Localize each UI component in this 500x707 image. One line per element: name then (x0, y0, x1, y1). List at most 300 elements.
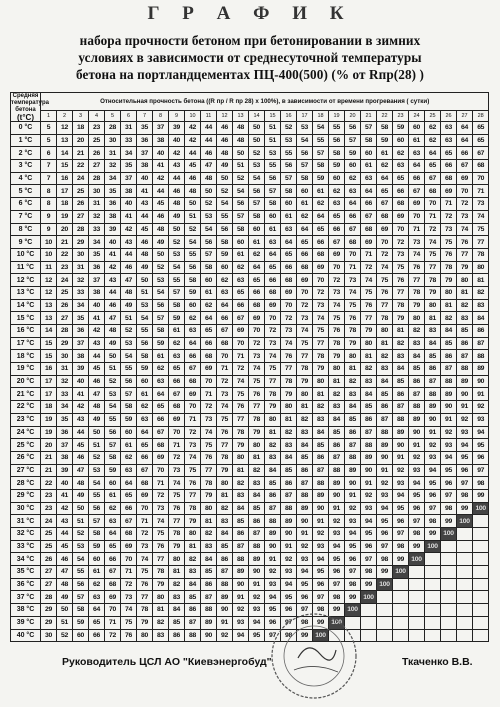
strength-cell: 78 (329, 337, 345, 350)
strength-cell: 70 (281, 299, 297, 312)
strength-cell: 28 (105, 122, 121, 135)
strength-cell: 65 (473, 122, 489, 135)
strength-cell: 94 (297, 566, 313, 579)
strength-cell: 93 (265, 578, 281, 591)
strength-cell: 97 (329, 578, 345, 591)
strength-cell: 40 (121, 198, 137, 211)
strength-cell: 62 (377, 160, 393, 173)
strength-cell: 74 (249, 363, 265, 376)
temperature-cell: 33 °C (11, 540, 41, 553)
temperature-cell: 35 °C (11, 566, 41, 579)
strength-cell: 72 (457, 198, 473, 211)
strength-cell: 91 (297, 528, 313, 541)
strength-cell: 77 (377, 299, 393, 312)
strength-cell: 48 (153, 223, 169, 236)
strength-cell: 56 (137, 337, 153, 350)
strength-cell: 90 (201, 629, 217, 642)
strength-cell: 53 (153, 274, 169, 287)
temperature-cell: 29 °C (11, 489, 41, 502)
strength-cell: 62 (425, 122, 441, 135)
strength-cell: 47 (121, 274, 137, 287)
strength-cell: 72 (121, 578, 137, 591)
temperature-cell: 15 °C (11, 312, 41, 325)
strength-cell: 87 (409, 388, 425, 401)
strength-cell: 61 (169, 325, 185, 338)
strength-cell: 89 (345, 464, 361, 477)
strength-cell: 72 (185, 426, 201, 439)
strength-cell: 59 (217, 248, 233, 261)
strength-cell: 72 (217, 375, 233, 388)
strength-cell: 100 (409, 553, 425, 566)
strength-cell: 72 (329, 274, 345, 287)
strength-cell: 98 (297, 616, 313, 629)
strength-cell: 49 (153, 236, 169, 249)
strength-cell: 93 (409, 464, 425, 477)
strength-cell: 12 (41, 286, 57, 299)
strength-cell: 81 (425, 312, 441, 325)
strength-cell: 74 (185, 451, 201, 464)
strength-cell: 86 (217, 553, 233, 566)
strength-cell: 79 (361, 325, 377, 338)
strength-cell: 40 (153, 147, 169, 160)
strength-cell: 68 (297, 261, 313, 274)
strength-cell: 91 (281, 540, 297, 553)
strength-cell: 86 (281, 477, 297, 490)
strength-cell: 92 (409, 451, 425, 464)
strength-cell: 73 (297, 312, 313, 325)
strength-cell: 87 (457, 350, 473, 363)
strength-cell: 81 (201, 515, 217, 528)
strength-cell: 78 (297, 363, 313, 376)
strength-cell (441, 578, 457, 591)
strength-cell: 70 (233, 337, 249, 350)
strength-cell: 83 (361, 375, 377, 388)
strength-cell: 54 (297, 134, 313, 147)
table-row (11, 528, 489, 541)
strength-cell: 60 (409, 122, 425, 135)
strength-cell: 57 (361, 122, 377, 135)
strength-cell: 86 (249, 515, 265, 528)
hour-header: 6 (121, 111, 137, 122)
strength-cell: 69 (265, 299, 281, 312)
strength-cell: 57 (313, 147, 329, 160)
temperature-cell: 13 °C (11, 286, 41, 299)
hour-header: 7 (137, 111, 153, 122)
strength-cell: 63 (153, 375, 169, 388)
strength-cell (361, 629, 377, 642)
strength-cell: 88 (297, 489, 313, 502)
strength-cell: 93 (393, 477, 409, 490)
strength-cell: 56 (185, 261, 201, 274)
strength-cell: 31 (73, 261, 89, 274)
strength-cell: 54 (217, 198, 233, 211)
strength-cell: 67 (409, 185, 425, 198)
strength-cell: 57 (201, 248, 217, 261)
strength-cell: 62 (393, 147, 409, 160)
strength-cell: 58 (217, 236, 233, 249)
strength-cell: 77 (185, 489, 201, 502)
strength-cell: 50 (105, 350, 121, 363)
strength-cell: 52 (89, 451, 105, 464)
strength-cell: 22 (73, 160, 89, 173)
strength-cell: 59 (73, 616, 89, 629)
strength-cell: 81 (249, 451, 265, 464)
strength-cell: 79 (169, 540, 185, 553)
strength-cell: 61 (137, 388, 153, 401)
strength-cell: 88 (313, 477, 329, 490)
strength-cell: 86 (457, 337, 473, 350)
strength-cell: 30 (105, 134, 121, 147)
strength-cell: 82 (201, 528, 217, 541)
strength-cell: 77 (297, 350, 313, 363)
strength-cell: 45 (89, 363, 105, 376)
strength-cell: 42 (185, 122, 201, 135)
hour-header: 11 (201, 111, 217, 122)
strength-cell: 27 (41, 578, 57, 591)
strength-cell: 23 (41, 489, 57, 502)
strength-cell: 26 (73, 198, 89, 211)
strength-cell: 46 (201, 147, 217, 160)
strength-cell: 8 (41, 198, 57, 211)
strength-cell: 52 (201, 198, 217, 211)
strength-cell: 11 (41, 261, 57, 274)
strength-cell (441, 604, 457, 617)
strength-cell: 57 (233, 210, 249, 223)
strength-cell: 77 (265, 375, 281, 388)
strength-cell (441, 616, 457, 629)
strength-cell: 64 (137, 426, 153, 439)
strength-cell: 66 (217, 312, 233, 325)
strength-cell: 68 (441, 172, 457, 185)
strength-cell: 78 (185, 502, 201, 515)
strength-cell: 84 (233, 502, 249, 515)
strength-cell: 97 (425, 502, 441, 515)
strength-cell: 80 (217, 477, 233, 490)
strength-cell: 37 (57, 439, 73, 452)
strength-cell: 78 (441, 261, 457, 274)
table-row (11, 413, 489, 426)
strength-cell: 97 (441, 489, 457, 502)
strength-cell: 71 (153, 477, 169, 490)
strength-cell: 58 (105, 451, 121, 464)
strength-cell: 9 (41, 210, 57, 223)
strength-cell: 64 (121, 477, 137, 490)
strength-cell: 61 (121, 439, 137, 452)
temperature-cell: 37 °C (11, 591, 41, 604)
temperature-cell: 17 °C (11, 337, 41, 350)
strength-cell: 47 (89, 388, 105, 401)
strength-cell: 21 (41, 451, 57, 464)
strength-cell: 61 (361, 160, 377, 173)
strength-cell: 51 (137, 286, 153, 299)
strength-cell: 62 (313, 198, 329, 211)
strength-cell: 88 (393, 413, 409, 426)
strength-cell: 91 (393, 451, 409, 464)
strength-cell: 74 (153, 515, 169, 528)
strength-cell: 94 (265, 591, 281, 604)
strength-cell: 52 (169, 236, 185, 249)
strength-cell: 68 (377, 210, 393, 223)
strength-cell: 62 (121, 451, 137, 464)
strength-cell: 55 (313, 134, 329, 147)
strength-cell: 74 (377, 261, 393, 274)
strength-cell: 75 (121, 616, 137, 629)
strength-cell: 87 (217, 566, 233, 579)
strength-cell: 55 (121, 363, 137, 376)
strength-cell: 78 (393, 299, 409, 312)
strength-cell: 70 (201, 375, 217, 388)
strength-cell (473, 515, 489, 528)
strength-cell: 48 (201, 172, 217, 185)
strength-cell: 60 (281, 198, 297, 211)
strength-cell: 78 (201, 477, 217, 490)
strength-cell: 99 (297, 629, 313, 642)
strength-cell: 50 (153, 248, 169, 261)
strength-cell: 60 (121, 426, 137, 439)
strength-cell: 27 (57, 312, 73, 325)
strength-cell: 92 (233, 604, 249, 617)
strength-cell: 50 (233, 147, 249, 160)
strength-cell: 65 (105, 540, 121, 553)
strength-cell: 69 (393, 210, 409, 223)
strength-cell: 90 (265, 540, 281, 553)
strength-cell: 67 (457, 160, 473, 173)
strength-cell: 86 (377, 401, 393, 414)
strength-cell: 82 (281, 426, 297, 439)
strength-cell: 93 (457, 426, 473, 439)
strength-cell: 52 (73, 528, 89, 541)
corner-label: Средняя температура бетона (11, 93, 49, 113)
strength-cell: 42 (185, 134, 201, 147)
strength-cell: 71 (233, 350, 249, 363)
table-row (11, 477, 489, 490)
strength-cell: 64 (313, 210, 329, 223)
temperature-cell: 4 °C (11, 172, 41, 185)
strength-cell: 83 (153, 629, 169, 642)
strength-cell: 93 (473, 413, 489, 426)
table-row (11, 134, 489, 147)
strength-cell: 72 (377, 248, 393, 261)
strength-cell: 31 (89, 198, 105, 211)
strength-cell: 99 (441, 515, 457, 528)
strength-cell: 16 (41, 363, 57, 376)
strength-cell: 51 (89, 439, 105, 452)
strength-cell: 44 (153, 185, 169, 198)
temperature-cell: 21 °C (11, 388, 41, 401)
strength-cell: 66 (265, 274, 281, 287)
strength-cell: 86 (473, 325, 489, 338)
strength-cell: 90 (393, 439, 409, 452)
temperature-cell: 7 °C (11, 210, 41, 223)
strength-cell: 59 (313, 172, 329, 185)
strength-cell: 92 (297, 540, 313, 553)
strength-cell: 54 (169, 261, 185, 274)
strength-cell: 99 (377, 566, 393, 579)
strength-cell: 79 (297, 375, 313, 388)
temperature-cell: 30 °C (11, 502, 41, 515)
strength-cell: 70 (105, 604, 121, 617)
strength-cell: 52 (233, 172, 249, 185)
strength-cell (441, 553, 457, 566)
strength-cell: 88 (217, 578, 233, 591)
strength-cell: 39 (105, 223, 121, 236)
strength-cell: 78 (169, 528, 185, 541)
strength-cell: 99 (473, 489, 489, 502)
strength-cell: 51 (265, 122, 281, 135)
strength-cell: 50 (57, 604, 73, 617)
strength-cell: 63 (345, 185, 361, 198)
strength-cell: 79 (393, 312, 409, 325)
strength-cell: 56 (153, 299, 169, 312)
strength-cell: 62 (153, 363, 169, 376)
strength-cell: 93 (425, 451, 441, 464)
strength-cell: 54 (89, 477, 105, 490)
temperature-cell: 6 °C (11, 198, 41, 211)
strength-cell: 36 (105, 198, 121, 211)
strength-cell: 78 (265, 388, 281, 401)
strength-cell: 73 (217, 388, 233, 401)
title-heading: Г Р А Ф И К (147, 3, 353, 24)
strength-cell: 74 (281, 337, 297, 350)
strength-cell: 26 (89, 147, 105, 160)
strength-cell: 100 (425, 540, 441, 553)
strength-cell: 35 (105, 185, 121, 198)
table-row (11, 312, 489, 325)
strength-cell: 48 (233, 134, 249, 147)
strength-cell: 92 (473, 401, 489, 414)
strength-cell: 33 (89, 223, 105, 236)
strength-cell: 96 (393, 515, 409, 528)
hour-header: 12 (217, 111, 233, 122)
strength-cell: 48 (89, 401, 105, 414)
strength-cell (425, 604, 441, 617)
strength-cell: 68 (281, 274, 297, 287)
strength-cell: 36 (137, 134, 153, 147)
strength-cell: 55 (137, 325, 153, 338)
strength-cell: 29 (41, 604, 57, 617)
strength-cell: 75 (137, 566, 153, 579)
strength-cell: 80 (409, 312, 425, 325)
strength-cell: 36 (89, 261, 105, 274)
strength-cell: 92 (329, 515, 345, 528)
strength-cell: 63 (329, 198, 345, 211)
strength-cell: 59 (377, 134, 393, 147)
strength-cell: 43 (105, 274, 121, 287)
strength-cell: 47 (201, 160, 217, 173)
strength-cell: 90 (377, 451, 393, 464)
strength-cell: 40 (73, 375, 89, 388)
strength-cell: 90 (313, 502, 329, 515)
strength-cell: 73 (137, 540, 153, 553)
strength-cell: 20 (41, 439, 57, 452)
strength-cell: 58 (377, 122, 393, 135)
strength-cell: 67 (425, 172, 441, 185)
strength-cell: 67 (473, 147, 489, 160)
strength-cell: 91 (457, 401, 473, 414)
strength-cell: 70 (137, 502, 153, 515)
strength-cell: 55 (89, 489, 105, 502)
strength-cell: 51 (105, 363, 121, 376)
strength-cell: 60 (265, 210, 281, 223)
strength-cell (457, 540, 473, 553)
strength-cell: 72 (137, 528, 153, 541)
strength-cell: 39 (73, 363, 89, 376)
strength-cell: 13 (41, 312, 57, 325)
strength-cell (425, 566, 441, 579)
strength-cell: 92 (425, 439, 441, 452)
strength-cell: 89 (265, 528, 281, 541)
strength-cell: 78 (233, 426, 249, 439)
strength-cell: 72 (153, 489, 169, 502)
strength-cell: 41 (105, 248, 121, 261)
strength-cell: 67 (377, 198, 393, 211)
strength-cell: 100 (329, 616, 345, 629)
strength-cell: 46 (121, 261, 137, 274)
strength-cell: 68 (137, 477, 153, 490)
strength-cell: 55 (185, 248, 201, 261)
strength-cell: 88 (233, 553, 249, 566)
strength-cell: 67 (121, 515, 137, 528)
strength-cell: 68 (425, 185, 441, 198)
strength-cell: 95 (281, 591, 297, 604)
strength-cell: 64 (249, 261, 265, 274)
hour-header: 25 (425, 111, 441, 122)
strength-cell: 88 (329, 464, 345, 477)
strength-cell (425, 553, 441, 566)
table-row (11, 299, 489, 312)
table-row (11, 553, 489, 566)
strength-cell: 38 (153, 134, 169, 147)
strength-cell: 68 (313, 248, 329, 261)
strength-cell: 78 (137, 604, 153, 617)
strength-cell: 54 (73, 553, 89, 566)
strength-cell: 82 (153, 616, 169, 629)
strength-cell: 66 (89, 629, 105, 642)
strength-cell: 89 (441, 388, 457, 401)
strength-cell: 23 (41, 502, 57, 515)
table-row (11, 566, 489, 579)
strength-cell: 63 (281, 223, 297, 236)
strength-cell: 70 (121, 553, 137, 566)
strength-cell: 98 (345, 578, 361, 591)
strength-cell: 74 (473, 210, 489, 223)
strength-cell: 40 (89, 299, 105, 312)
strength-cell: 50 (249, 134, 265, 147)
strength-cell: 62 (425, 134, 441, 147)
strength-cell (441, 591, 457, 604)
strength-cell: 66 (137, 451, 153, 464)
strength-cell: 83 (457, 312, 473, 325)
table-row (11, 540, 489, 553)
strength-cell: 83 (425, 325, 441, 338)
strength-cell: 95 (313, 566, 329, 579)
strength-cell: 95 (297, 578, 313, 591)
strength-cell: 82 (249, 464, 265, 477)
strength-cell: 76 (137, 578, 153, 591)
table-row (11, 122, 489, 135)
strength-cell: 62 (233, 261, 249, 274)
temperature-cell: 2 °C (11, 147, 41, 160)
strength-cell: 60 (137, 375, 153, 388)
strength-cell: 17 (57, 185, 73, 198)
strength-cell: 71 (425, 210, 441, 223)
table-row (11, 578, 489, 591)
strength-cell: 76 (345, 312, 361, 325)
strength-cell: 58 (313, 160, 329, 173)
strength-cell: 84 (377, 375, 393, 388)
strength-cell: 62 (249, 248, 265, 261)
strength-cell: 46 (105, 299, 121, 312)
